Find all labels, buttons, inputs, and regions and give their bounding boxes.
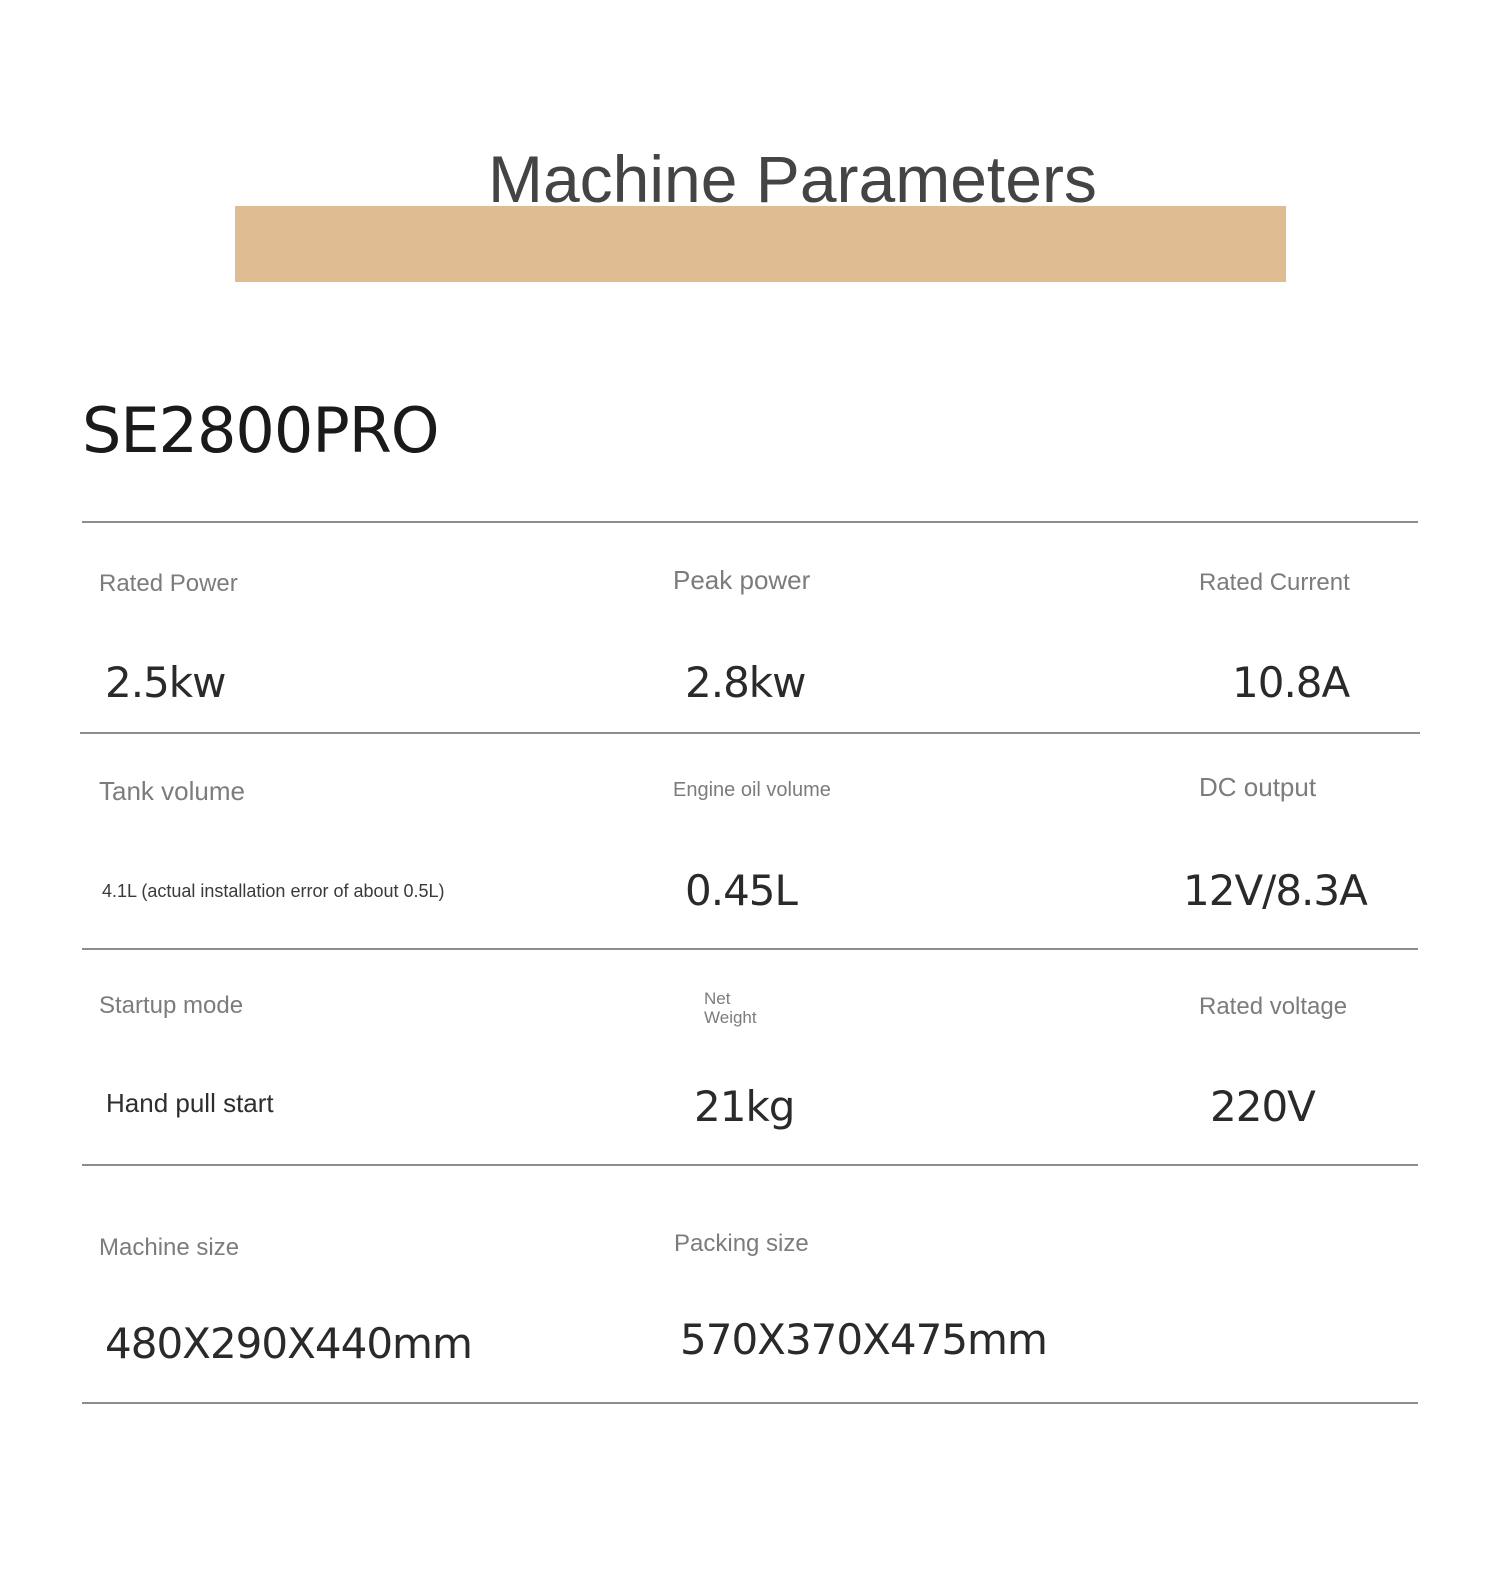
packing-size-value: 570X370X475mm	[680, 1315, 1047, 1364]
rated-power-value: 2.5kw	[105, 658, 226, 707]
rated-voltage-label: Rated voltage	[1199, 993, 1348, 1020]
rated-current-value: 10.8A	[1232, 658, 1350, 707]
peak-power-label: Peak power	[673, 565, 811, 595]
divider-row-1	[80, 732, 1420, 734]
divider-row-2	[82, 948, 1418, 950]
startup-mode-value: Hand pull start	[106, 1088, 274, 1118]
divider-bottom	[82, 1402, 1418, 1404]
rated-voltage-value: 220V	[1210, 1082, 1315, 1131]
net-weight-value: 21kg	[694, 1082, 795, 1131]
startup-mode-label: Startup mode	[99, 992, 244, 1019]
tank-volume-value: 4.1L (actual installation error of about 0.5L)	[102, 881, 445, 901]
tank-volume-label: Tank volume	[99, 776, 245, 806]
model-name: SE2800PRO	[82, 394, 439, 467]
engine-oil-volume-value: 0.45L	[685, 866, 797, 915]
peak-power-value: 2.8kw	[685, 658, 806, 707]
net-weight-label: Net Weight	[704, 989, 757, 1027]
dc-output-label: DC output	[1199, 772, 1317, 802]
divider-top	[82, 521, 1418, 523]
packing-size-label: Packing size	[674, 1230, 809, 1257]
page-title: Machine Parameters	[488, 142, 1097, 216]
divider-row-3	[82, 1164, 1418, 1166]
dc-output-value: 12V/8.3A	[1183, 866, 1367, 915]
engine-oil-volume-label: Engine oil volume	[673, 779, 831, 801]
machine-size-value: 480X290X440mm	[105, 1319, 472, 1368]
machine-size-label: Machine size	[99, 1234, 240, 1261]
rated-current-label: Rated Current	[1199, 569, 1350, 596]
rated-power-label: Rated Power	[99, 570, 238, 597]
